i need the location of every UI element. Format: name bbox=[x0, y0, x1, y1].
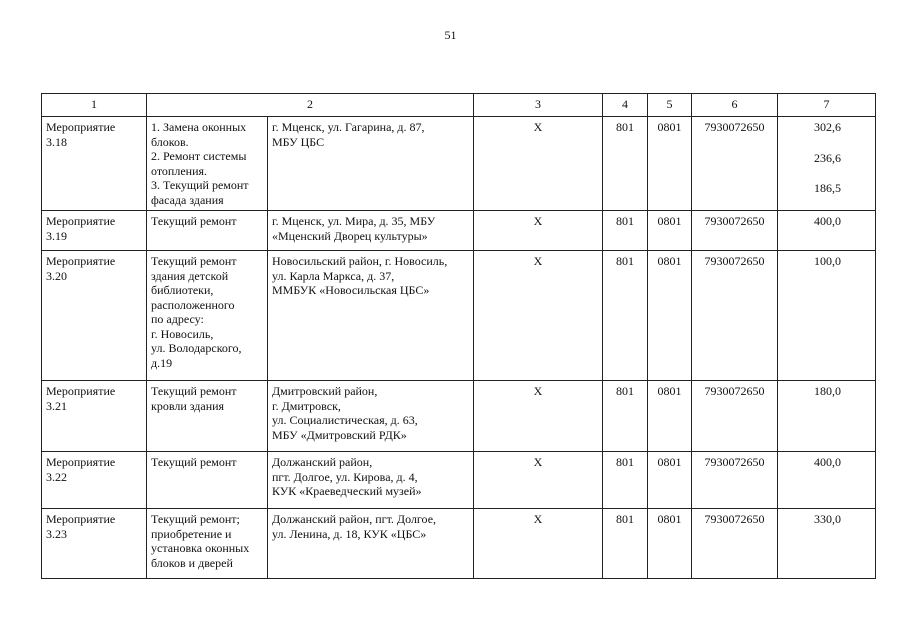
table-row bbox=[42, 117, 876, 211]
col6-cell: 7930072650 bbox=[692, 509, 778, 579]
amount-cell bbox=[778, 251, 876, 381]
header-cell-3: 3 bbox=[474, 94, 603, 117]
col4-cell: 801 bbox=[603, 452, 648, 509]
col5-cell: 0801 bbox=[648, 211, 692, 251]
header-cell-4: 4 bbox=[603, 94, 648, 117]
address-cell: г. Мценск, ул. Гагарина, д. 87, МБУ ЦБС bbox=[268, 117, 474, 211]
col5-cell: 0801 bbox=[648, 381, 692, 452]
table-row bbox=[42, 211, 876, 251]
header-cell-2: 2 bbox=[147, 94, 474, 117]
col6-cell: 7930072650 bbox=[692, 381, 778, 452]
amount-value: 186,5 bbox=[814, 181, 841, 195]
col3-cell: X bbox=[474, 381, 603, 452]
work-description-cell: Текущий ремонт здания детской библиотеки, расположенного по адресу: г. Новосиль, ул. Володарского, д.19 bbox=[147, 251, 268, 381]
col4-cell: 801 bbox=[603, 117, 648, 211]
address-cell: Должанский район, пгт. Долгое, ул. Ленина, д. 18, КУК «ЦБС» bbox=[268, 509, 474, 579]
amount-cell bbox=[778, 117, 876, 211]
col5-cell: 0801 bbox=[648, 117, 692, 211]
table-row bbox=[42, 381, 876, 452]
amount-value: 236,6 bbox=[814, 150, 841, 165]
col3-cell: X bbox=[474, 117, 603, 211]
amount-cell bbox=[778, 381, 876, 452]
table-row bbox=[42, 452, 876, 509]
address-cell: Должанский район, пгт. Долгое, ул. Кирова, д. 4, КУК «Краеведческий музей» bbox=[268, 452, 474, 509]
amount-cell bbox=[778, 211, 876, 251]
address-cell: г. Мценск, ул. Мира, д. 35, МБУ «Мценский Дворец культуры» bbox=[268, 211, 474, 251]
work-description-cell: Текущий ремонт; приобретение и установка оконных блоков и дверей bbox=[147, 509, 268, 579]
amount-value: 400,0 bbox=[814, 214, 841, 228]
col6-cell: 7930072650 bbox=[692, 117, 778, 211]
col6-cell: 7930072650 bbox=[692, 452, 778, 509]
address-cell: Дмитровский район, г. Дмитровск, ул. Социалистическая, д. 63, МБУ «Дмитровский РДК» bbox=[268, 381, 474, 452]
header-cell-5: 5 bbox=[648, 94, 692, 117]
work-description-cell: Текущий ремонт кровли здания bbox=[147, 381, 268, 452]
col6-cell: 7930072650 bbox=[692, 211, 778, 251]
work-description-cell: Текущий ремонт bbox=[147, 452, 268, 509]
header-cell-7: 7 bbox=[778, 94, 876, 117]
amount-cell bbox=[778, 452, 876, 509]
amount-cell bbox=[778, 509, 876, 579]
measures-table bbox=[41, 93, 876, 579]
col4-cell: 801 bbox=[603, 381, 648, 452]
col4-cell: 801 bbox=[603, 509, 648, 579]
event-cell: Мероприятие 3.20 bbox=[42, 251, 147, 381]
event-cell: Мероприятие 3.19 bbox=[42, 211, 147, 251]
amount-value: 100,0 bbox=[814, 254, 841, 268]
work-description-cell: 1. Замена оконных блоков. 2. Ремонт системы отопления. 3. Текущий ремонт фасада здания bbox=[147, 117, 268, 211]
table-row bbox=[42, 509, 876, 579]
header-row bbox=[42, 94, 876, 117]
col5-cell: 0801 bbox=[648, 452, 692, 509]
header-cell-6: 6 bbox=[692, 94, 778, 117]
address-cell: Новосильский район, г. Новосиль, ул. Карла Маркса, д. 37, ММБУК «Новосильская ЦБС» bbox=[268, 251, 474, 381]
table-row bbox=[42, 251, 876, 381]
col5-cell: 0801 bbox=[648, 251, 692, 381]
col3-cell: X bbox=[474, 251, 603, 381]
amount-value: 400,0 bbox=[814, 455, 841, 469]
header-cell-1: 1 bbox=[42, 94, 147, 117]
event-cell: Мероприятие 3.22 bbox=[42, 452, 147, 509]
amount-value: 180,0 bbox=[814, 384, 841, 398]
event-cell: Мероприятие 3.23 bbox=[42, 509, 147, 579]
page-number: 51 bbox=[444, 28, 457, 42]
col5-cell: 0801 bbox=[648, 509, 692, 579]
col4-cell: 801 bbox=[603, 211, 648, 251]
col3-cell: X bbox=[474, 509, 603, 579]
col3-cell: X bbox=[474, 452, 603, 509]
amount-value: 330,0 bbox=[814, 512, 841, 526]
col3-cell: X bbox=[474, 211, 603, 251]
work-description-cell: Текущий ремонт bbox=[147, 211, 268, 251]
event-cell: Мероприятие 3.18 bbox=[42, 117, 147, 211]
event-cell: Мероприятие 3.21 bbox=[42, 381, 147, 452]
col4-cell: 801 bbox=[603, 251, 648, 381]
amount-value: 302,6 bbox=[814, 120, 841, 134]
col6-cell: 7930072650 bbox=[692, 251, 778, 381]
